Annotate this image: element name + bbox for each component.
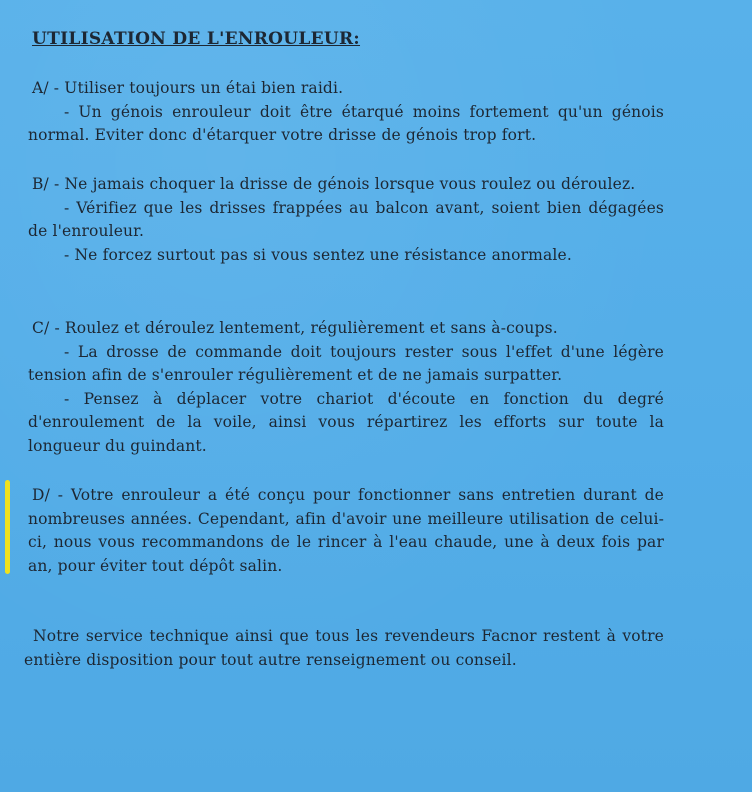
section-c-line-1: C/ - Roulez et déroulez lentement, régulièrement et sans à-coups. bbox=[32, 319, 558, 337]
highlighter-mark bbox=[5, 480, 10, 574]
closing-paragraph bbox=[24, 625, 664, 672]
section-b-line-3: - Ne forcez surtout pas si vous sentez une résistance anormale. bbox=[64, 245, 572, 264]
section-c-line-2: - La drosse de commande doit toujours rester sous l'effet d'une légère tension afin de s'enrouler régulièrement et de ne jamais surpatter. bbox=[28, 342, 664, 384]
section-a-line-2: - Un génois enrouleur doit être étarqué moins fortement qu'un génois normal. Eviter donc d'étarquer votre drisse de génois trop fort. bbox=[28, 102, 664, 144]
section-d bbox=[28, 484, 664, 578]
section-b bbox=[28, 173, 664, 267]
section-d-line-1: D/ - Votre enrouleur a été conçu pour fonctionner sans entretien durant de nombreuses années. Cependant, afin d'avoir une meilleure utilisation de celui-ci, nous vous recommandons de le rincer à l'eau chaude, une à deux fois par an, pour éviter tout dépôt salin. bbox=[28, 486, 664, 575]
section-b-line-1: B/ - Ne jamais choquer la drisse de génois lorsque vous roulez ou déroulez. bbox=[32, 175, 636, 193]
section-c-line-3: - Pensez à déplacer votre chariot d'écoute en fonction du degré d'enroulement de la voile, ainsi vous répartirez les efforts sur toute la longueur du guindant. bbox=[28, 389, 664, 455]
section-b-line-2: - Vérifiez que les drisses frappées au balcon avant, soient bien dégagées de l'enrouleur. bbox=[28, 198, 664, 240]
section-a-line-1: A/ - Utiliser toujours un étai bien raidi. bbox=[32, 79, 344, 97]
page-title: UTILISATION DE L'ENROULEUR: bbox=[32, 29, 361, 49]
closing-text: Notre service technique ainsi que tous les revendeurs Facnor restent à votre entière disposition pour tout autre renseignement ou conseil. bbox=[24, 627, 664, 669]
section-c bbox=[28, 317, 664, 458]
section-a bbox=[28, 77, 664, 148]
